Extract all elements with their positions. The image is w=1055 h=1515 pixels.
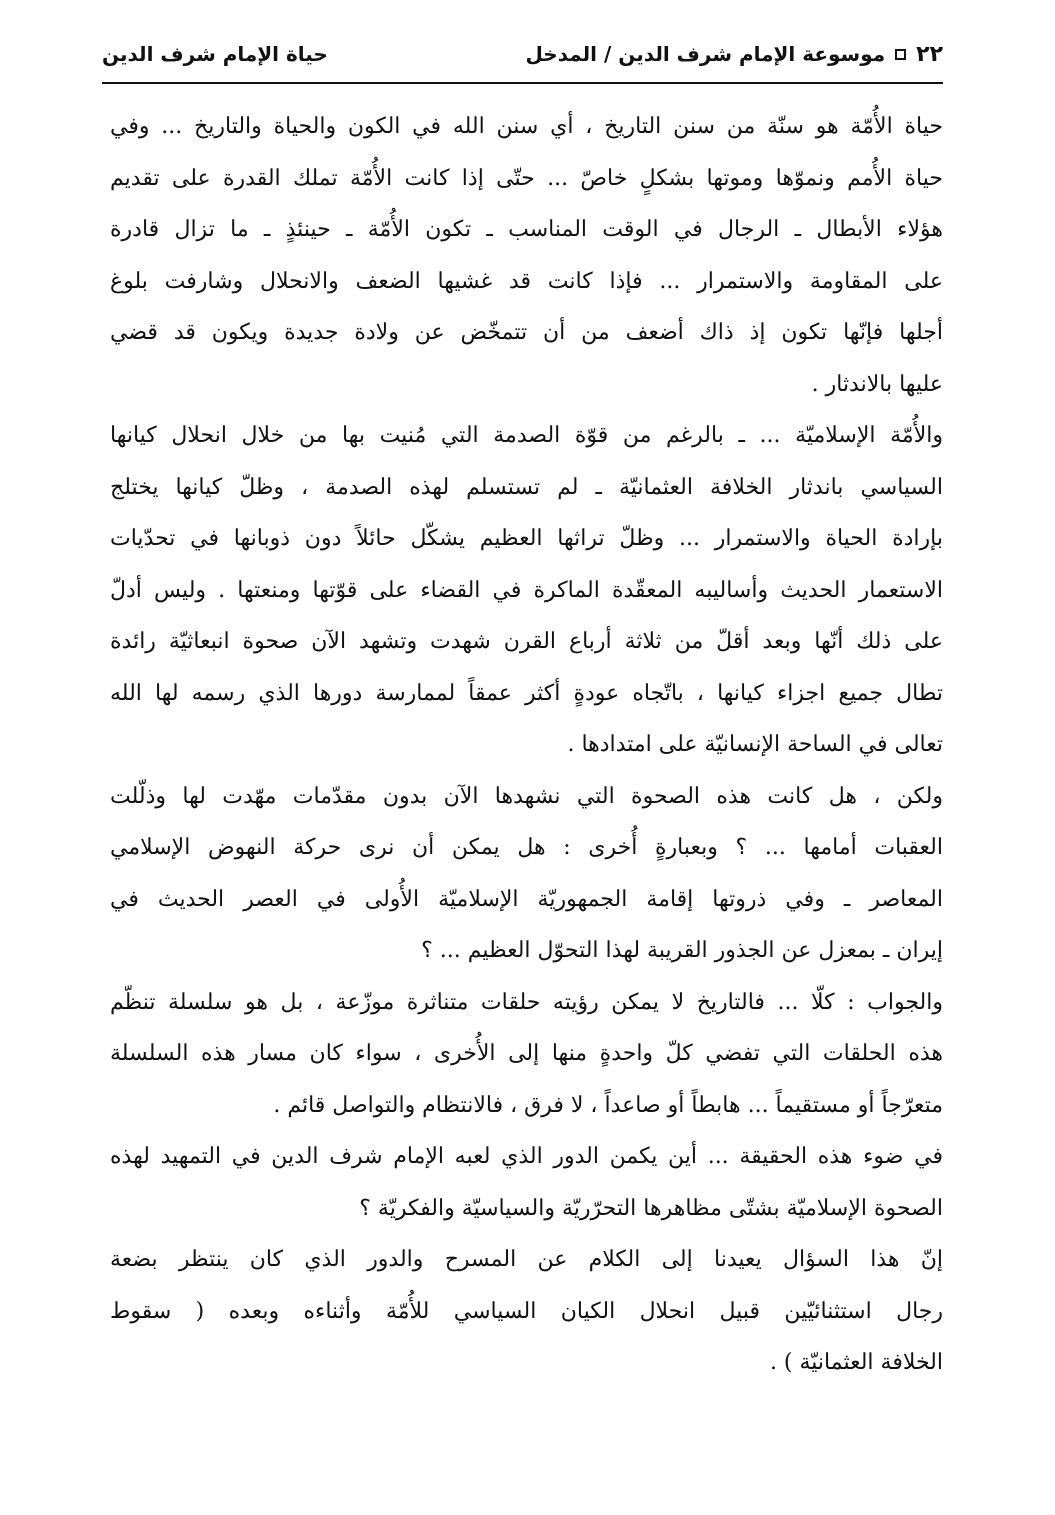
text-line: والأُمّة الإسلاميّة ... ـ بالرغم من قوّة الصدمة التي مُنيت بها من خلال انحلال كيانها bbox=[110, 423, 943, 448]
paragraph bbox=[110, 1131, 943, 1234]
body-text bbox=[110, 101, 943, 1389]
text-line: متعرّجاً أو مستقيماً ... هابطاً أو صاعداً ، لا فرق ، فالانتظام والتواصل قائم . bbox=[273, 1092, 943, 1118]
text-line: رجال استثنائيّين قبيل انحلال الكيان السياسي للأُمّة وأثناءه وبعده ( سقوط bbox=[110, 1298, 943, 1324]
header-right-group bbox=[525, 42, 943, 67]
text-line: إنّ هذا السؤال يعيدنا إلى الكلام عن المسرح والدور الذي كان ينتظر بضعة bbox=[110, 1247, 943, 1272]
chapter-title: حياة الإمام شرف الدين bbox=[102, 42, 328, 66]
text-line: العقبات أمامها ... ؟ وبعبارةٍ أُخرى : هل يمكن أن نرى حركة النهوض الإسلامي bbox=[110, 835, 943, 860]
page-number: ٢٢ bbox=[916, 41, 943, 67]
text-line: السياسي باندثار الخلافة العثمانيّة ـ لم تستسلم لهذه الصدمة ، وظلّ كيانها يختلج bbox=[110, 474, 943, 500]
text-line: ولكن ، هل كانت هذه الصحوة التي نشهدها الآن بدون مقدّمات مهّدت لها وذلّلت bbox=[110, 783, 943, 809]
paragraph bbox=[110, 410, 943, 771]
text-line: الخلافة العثمانيّة ) . bbox=[769, 1350, 943, 1375]
text-line: بإرادة الحياة والاستمرار ... وظلّ تراثها العظيم يشكّل حائلاً دون ذوبانها في تحدّيات bbox=[110, 526, 943, 551]
text-line: والجواب : كلّا ... فالتاريخ لا يمكن رؤيته حلقات متناثرة موزّعة ، بل هو سلسلة تنظّم bbox=[110, 989, 943, 1015]
text-line: تعالى في الساحة الإنسانيّة على امتدادها . bbox=[567, 732, 943, 757]
text-line: إيران ـ بمعزل عن الجذور القريبة لهذا التحوّل العظيم ... ؟ bbox=[421, 938, 943, 963]
header-divider bbox=[102, 82, 943, 84]
text-line: على المقاومة والاستمرار ... فإذا كانت قد غشيها الضعف والانحلال وشارفت بلوغ bbox=[110, 268, 943, 294]
text-line: في ضوء هذه الحقيقة ... أين يكمن الدور الذي لعبه الإمام شرف الدين في التمهيد لهذه bbox=[110, 1144, 943, 1169]
text-line: عليها بالاندثار . bbox=[811, 371, 943, 397]
paragraph bbox=[110, 977, 943, 1132]
book-title: موسوعة الإمام شرف الدين / المدخل bbox=[525, 42, 886, 66]
text-line: المعاصر ـ وفي ذروتها إقامة الجمهوريّة الإسلاميّة الأُولى في العصر الحديث في bbox=[110, 886, 943, 912]
text-line: تطال جميع اجزاء كيانها ، باتّجاه عودةٍ أكثر عمقاً لممارسة دورها الذي رسمه لها الله bbox=[110, 680, 943, 706]
paragraph bbox=[110, 771, 943, 977]
text-line: أجلها فإنّها تكون إذ ذاك أضعف من أن تتمخّض عن ولادة جديدة ويكون قد قضي bbox=[110, 320, 943, 345]
text-line: على ذلك أنّها وبعد أقلّ من ثلاثة أرباع القرن شهدت وتشهد الآن صحوة انبعاثيّة رائدة bbox=[110, 629, 943, 654]
text-line: الصحوة الإسلاميّة بشتّى مظاهرها التحرّريّة والسياسيّة والفكريّة ؟ bbox=[359, 1195, 943, 1221]
text-line: هؤلاء الأبطال ـ الرجال في الوقت المناسب ـ تكون الأُمّة ـ حينئذٍ ـ ما تزال قادرة bbox=[110, 217, 943, 242]
square-ornament-icon bbox=[895, 49, 906, 60]
text-line: حياة الأُمّة هو سنّة من سنن التاريخ ، أي سنن الله في الكون والحياة والتاريخ ... وفي bbox=[110, 114, 943, 139]
paragraph bbox=[110, 101, 943, 410]
running-header bbox=[102, 34, 943, 74]
paragraph bbox=[110, 1234, 943, 1389]
text-line: حياة الأُمم ونموّها وموتها بشكلٍ خاصّ ... حتّى إذا كانت الأُمّة تملك القدرة على تقديم bbox=[110, 165, 943, 191]
text-line: الاستعمار الحديث وأساليبه المعقّدة الماكرة في القضاء على قوّتها ومنعتها . وليس أدلّ bbox=[110, 577, 943, 603]
text-line: هذه الحلقات التي تفضي كلّ واحدةٍ منها إلى الأُخرى ، سواء كان مسار هذه السلسلة bbox=[110, 1041, 943, 1066]
